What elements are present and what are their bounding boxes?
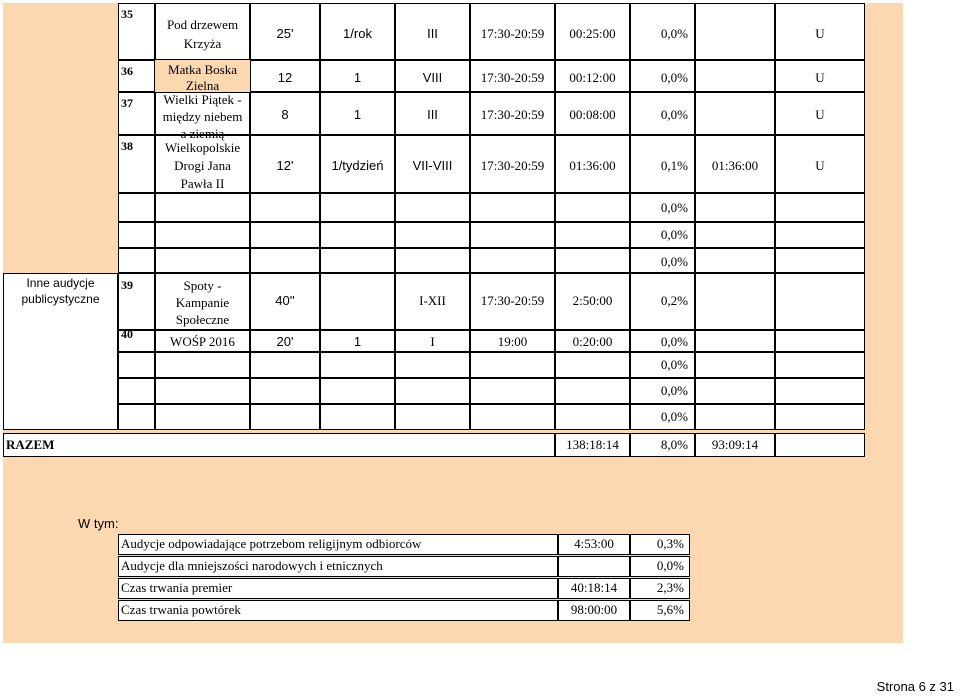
summary-label: RAZEM [6,437,55,452]
time-slot: 17:30-20:59 [480,26,545,41]
program-title: Matka Boska [168,62,237,77]
time-slot: 17:30-20:59 [480,293,545,308]
months: I-XII [419,293,446,308]
table-cell [155,222,250,248]
breakdown-percent: 5,6% [656,602,684,617]
frequency: 1 [353,334,362,349]
table-cell [395,222,470,248]
total-time: 2:50:00 [572,293,613,308]
table-cell [775,248,865,273]
table-cell [695,404,775,430]
table-cell [320,222,395,248]
breakdown-label: Audycje dla mniejszości narodowych i etnicznych [121,558,383,573]
total-time: 00:12:00 [569,70,616,85]
percent: 0,1% [660,158,688,173]
percent: 0,0% [660,357,688,372]
table-cell [775,378,865,404]
table-cell [695,378,775,404]
u-mark: U [815,158,825,173]
row-number: 35 [121,7,133,21]
table-cell [470,404,555,430]
breakdown-percent: 0,0% [656,558,684,573]
program-title: Krzyża [183,36,222,51]
table-cell [395,248,470,273]
table-cell [320,378,395,404]
table-cell [155,404,250,430]
program-title: Społeczne [175,312,230,327]
u-mark: U [815,26,825,41]
frequency: 1 [353,107,362,122]
table-cell [320,193,395,222]
table-cell [395,352,470,378]
program-title: WOŚP 2016 [170,334,235,349]
table-cell [555,404,630,430]
table-cell [695,248,775,273]
time-slot: 17:30-20:59 [480,107,545,122]
frequency: 1/rok [343,26,372,41]
summary-repeat: 93:09:14 [711,437,759,452]
table-cell [470,352,555,378]
time-slot: 17:30-20:59 [480,158,545,173]
repeat-time: 01:36:00 [711,158,759,173]
months: VII-VIII [412,158,453,173]
table-cell [320,273,395,330]
row-number: 39 [121,278,133,292]
table-cell [555,378,630,404]
table-cell [695,60,775,92]
program-title: Pawła II [180,176,225,191]
table-cell [320,404,395,430]
percent: 0,0% [660,383,688,398]
percent: 0,0% [660,107,688,122]
table-cell [320,248,395,273]
duration: 20' [276,334,294,349]
program-title: Drogi Jana [174,158,231,173]
months: III [427,107,438,122]
table-cell [118,378,155,404]
table-cell [555,248,630,273]
table-cell [250,193,320,222]
percent: 0,2% [660,293,688,308]
program-title: a ziemią [180,126,225,141]
table-cell [695,3,775,60]
total-time: 01:36:00 [569,158,616,173]
row-number: 38 [121,139,133,153]
table-cell [118,352,155,378]
percent: 0,0% [660,70,688,85]
table-cell [695,92,775,135]
table-cell [250,404,320,430]
program-title: Zielna [185,78,220,93]
breakdown-label: Audycje odpowiadające potrzebom religijnym odbiorców [121,536,422,551]
months: VIII [422,70,443,85]
breakdown-cell [558,556,630,577]
u-mark: U [815,70,825,85]
percent: 0,0% [660,200,688,215]
program-title: między niebem [162,109,243,124]
table-cell [775,222,865,248]
breakdown-time: 98:00:00 [570,602,618,617]
duration: 40'' [275,293,295,308]
months: III [427,26,438,41]
table-cell [155,352,250,378]
summary-total: 138:18:14 [566,437,619,452]
table-cell [695,352,775,378]
table-cell [250,378,320,404]
total-time: 0:20:00 [572,334,613,349]
program-title: Pod drzewem [166,17,239,32]
table-cell [155,378,250,404]
table-cell [695,273,775,330]
table-cell [250,352,320,378]
table-cell [118,222,155,248]
percent: 0,0% [660,334,688,349]
table-cell [555,193,630,222]
table-cell [775,273,865,330]
months: I [430,334,435,349]
duration: 25' [276,26,294,41]
table-cell [395,378,470,404]
table-cell [470,248,555,273]
table-cell [250,248,320,273]
percent: 0,0% [660,409,688,424]
row-number: 37 [121,96,133,110]
time-slot: 19:00 [497,334,528,349]
table-cell [118,248,155,273]
table-cell [695,193,775,222]
duration: 8 [281,107,289,122]
table-cell [395,404,470,430]
percent: 0,0% [660,26,688,41]
table-cell [775,193,865,222]
row-number: 36 [121,64,133,78]
breakdown-time: 40:18:14 [570,580,618,595]
breakdown-percent: 0,3% [656,536,684,551]
table-cell [155,193,250,222]
breakdown-label: Czas trwania premier [121,580,233,595]
breakdown-label: Czas trwania powtórek [121,602,241,617]
summary-cell [775,433,865,457]
table-cell [118,404,155,430]
summary-percent: 8,0% [660,437,688,452]
total-time: 00:08:00 [569,107,616,122]
table-cell [695,330,775,352]
category-label: publicystyczne [21,292,100,306]
table-cell [555,222,630,248]
table-cell [395,193,470,222]
percent: 0,0% [660,254,688,269]
breakdown-time: 4:53:00 [574,536,614,551]
frequency: 1/tydzień [331,158,384,173]
time-slot: 17:30-20:59 [480,70,545,85]
table-cell [775,404,865,430]
table-cell [155,248,250,273]
category-label: Inne audycje [26,276,95,290]
row-number: 40 [121,327,133,341]
total-time: 00:25:00 [569,26,616,41]
table-cell [320,352,395,378]
frequency: 1 [353,70,362,85]
percent: 0,0% [660,227,688,242]
table-cell [118,193,155,222]
u-mark: U [815,107,825,122]
program-title: Spoty - [183,278,222,293]
page-number: Strona 6 z 31 [876,679,954,694]
table-cell [470,222,555,248]
program-title: Wielki Piątek - [163,92,242,107]
table-cell [470,193,555,222]
table-cell [555,352,630,378]
duration: 12 [277,70,293,85]
table-cell [250,222,320,248]
table-cell [775,352,865,378]
program-title: Kampanie [175,295,230,310]
table-cell [775,330,865,352]
breakdown-percent: 2,3% [656,580,684,595]
duration: 12' [276,158,294,173]
program-title: Wielkopolskie [164,140,241,155]
w-tym-label: W tym: [78,516,119,531]
table-cell [695,222,775,248]
table-cell [470,378,555,404]
